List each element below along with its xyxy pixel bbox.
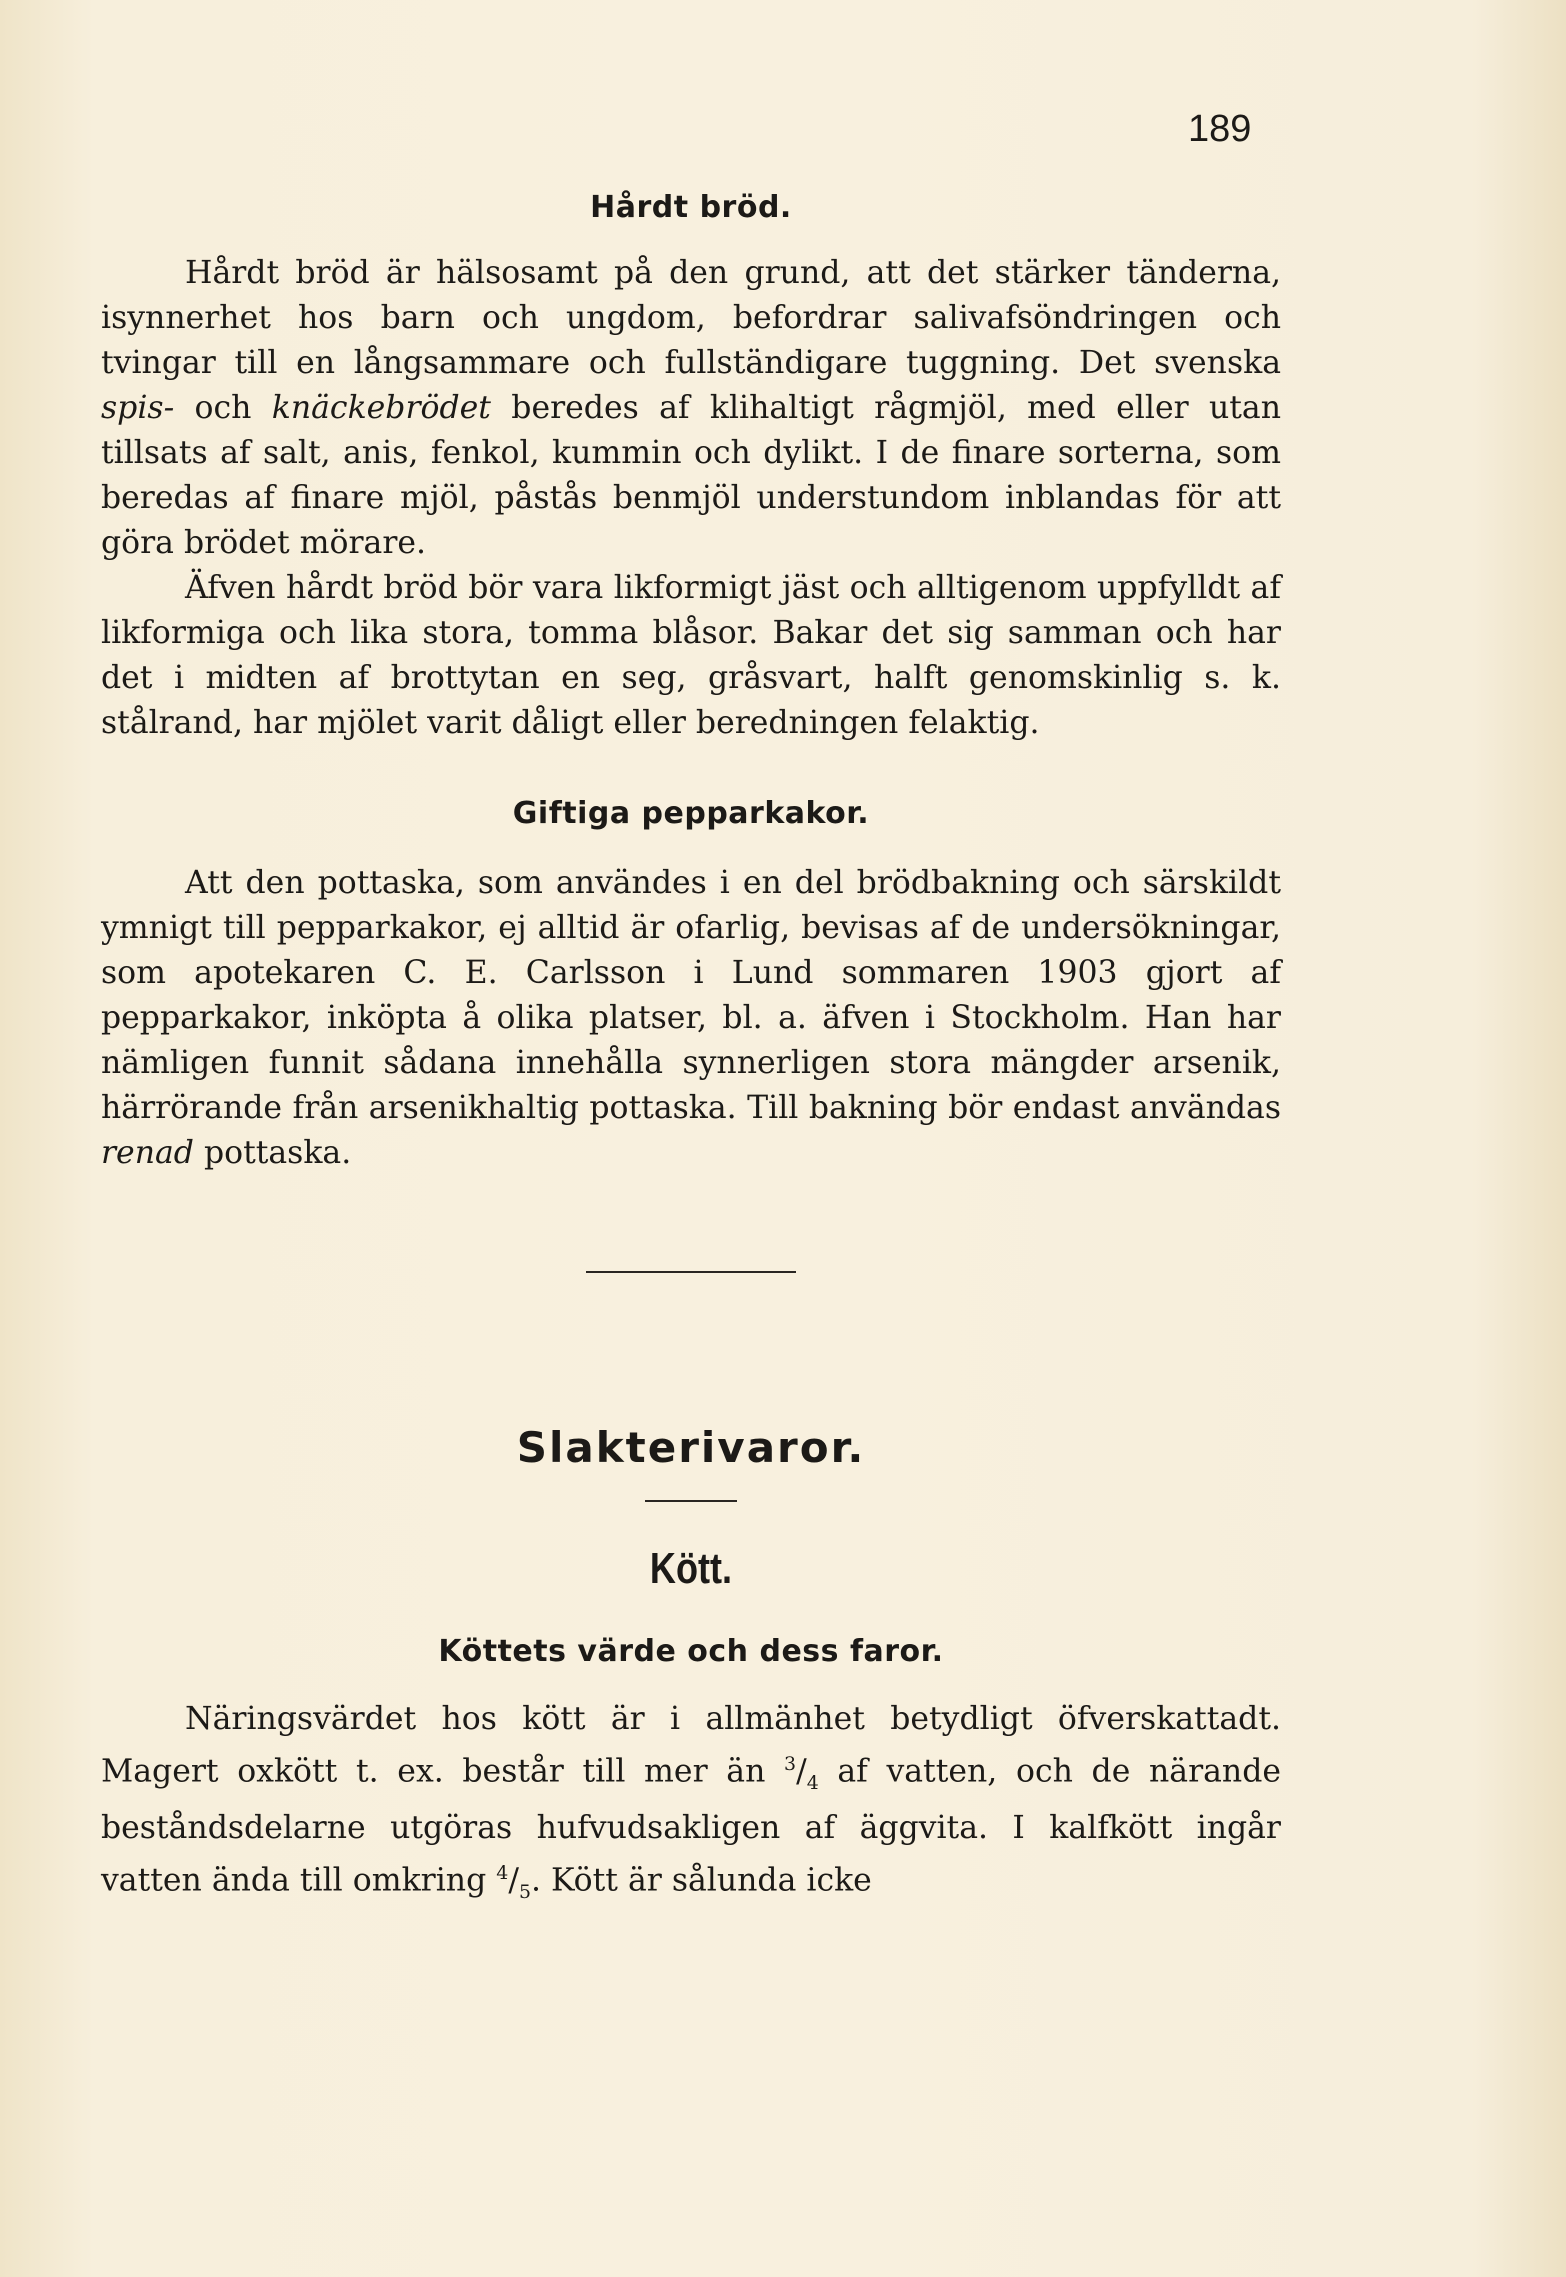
text-span: af vatten, och de närande beståndsdelarne utgöras hufvudsakligen af äggvita. I kalfkött ingår vatten ända till omkring [101, 1753, 1281, 1899]
fraction-numerator: 3 [784, 1753, 797, 1775]
text-span: Att den pottaska, som användes i en del brödbakning och särskildt ymnigt till pepparkakor, ej alltid är ofarlig, bevisas af de undersökningar, som apotekaren C. E. Carlsson i Lund sommaren 1903 gjort af pepparkakor, inköpta å olika platser, bl. a. äfven i Stockholm. Han har nämligen funnit sådana innehålla synnerligen stora mängder arsenik, härrörande från arsenikhaltig pottaska. Till bakning bör endast användas [101, 865, 1281, 1126]
emphasis-spis: spis- [101, 390, 175, 426]
text-span: beredes af klihaltigt rågmjöl, med eller utan tillsats af salt, anis, fenkol, kummin och dylikt. I de finare sorterna, som beredas af finare mjöl, påstås benmjöl understundom inblandas för att göra brödet mörare. [101, 390, 1282, 561]
text-span: Hårdt bröd är hälsosamt på den grund, att det stärker tänderna, isynnerhet hos barn och ungdom, befordrar salivafsöndringen och tvingar till en långsammare och fullständigare tuggning. Det svenska [101, 255, 1281, 381]
text-span: Näringsvärdet hos kött är i allmänhet betydligt öfverskattadt. Magert oxkött t. ex. består till mer än [101, 1701, 1281, 1790]
paragraph-hardt-brod-1 [101, 251, 1281, 566]
heading-kottets-varde: Köttets värde och dess faror. [438, 1634, 944, 1669]
chapter-divider [645, 1500, 737, 1502]
paragraph-pepparkakor [101, 861, 1281, 1176]
chapter-title: Slakterivaror. [516, 1423, 866, 1472]
fraction-denominator: 4 [806, 1771, 819, 1794]
paragraph-hardt-brod-2: Äfven hårdt bröd bör vara likformigt jäst och alltigenom uppfylldt af likformiga och lika stora, tomma blåsor. Bakar det sig samman och har det i midten af brottytan en seg, gråsvart, halft genomskinlig s. k. stålrand, har mjölet varit dåligt eller beredningen felaktig. [101, 570, 1281, 741]
page-number: 189 [1188, 108, 1252, 150]
text-span: . Kött är sålunda icke [530, 1862, 872, 1899]
text-span: pottaska. [193, 1135, 352, 1171]
paragraph-kott: Näringsvärdet hos kött är i allmänhet betydligt öfverskattadt. Magert oxkött t. ex. består till mer än $^3/_4$ af vatten, och de närande beståndsdelarne utgöras hufvudsakligen af äggvita. I kalfkött ingår vatten ända till omkring $^4/_5$. Kött är sålunda icke [101, 1701, 1281, 1903]
emphasis-renad: renad [101, 1135, 194, 1171]
fraction-numerator: 4 [496, 1861, 509, 1884]
heading-hardt-brod: Hårdt bröd. [590, 190, 792, 225]
section-divider [586, 1271, 796, 1273]
heading-giftiga-pepparkakor: Giftiga pepparkakor. [512, 796, 870, 831]
subchapter-title: Kött. [649, 1544, 733, 1593]
fraction-denominator: 5 [518, 1880, 531, 1903]
page-content [101, 100, 1281, 1915]
emphasis-knackebrodet: knäckebrödet [271, 390, 491, 426]
text-span: och [174, 390, 272, 426]
